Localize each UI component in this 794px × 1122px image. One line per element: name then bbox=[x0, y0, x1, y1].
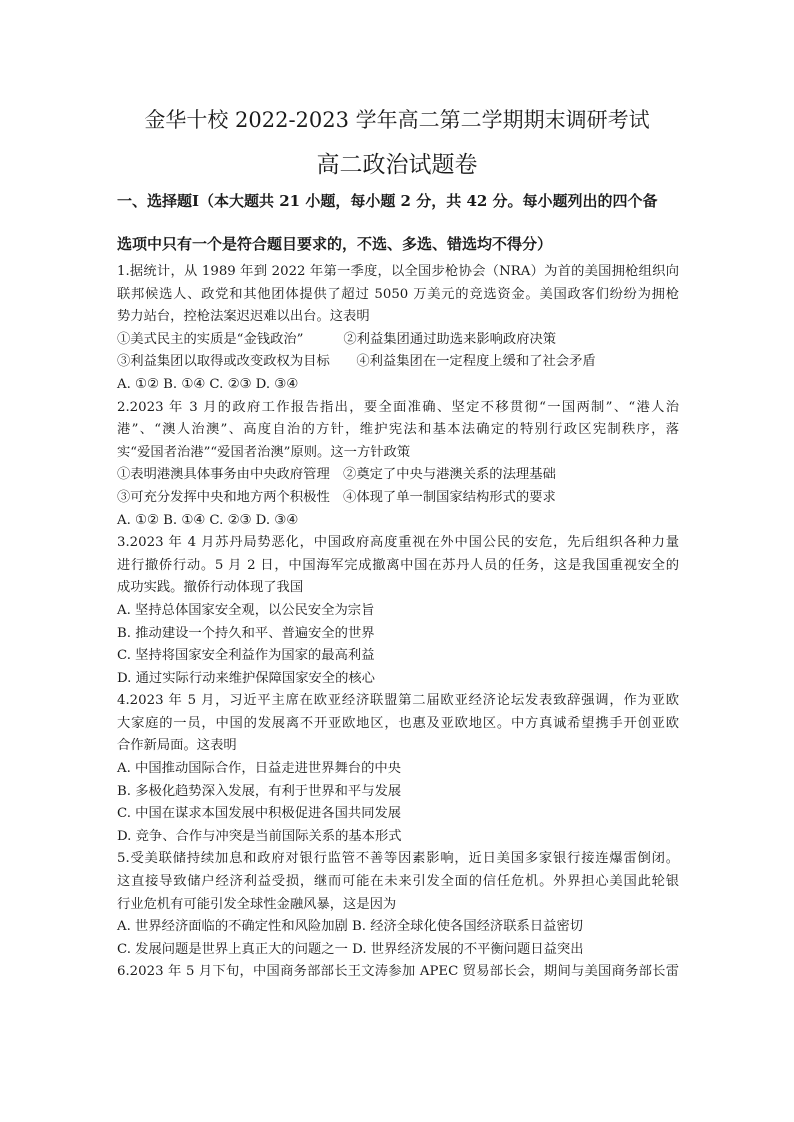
question-5-option-cd: C. 发展问题是世界上真正大的问题之一 D. 世界经济发展的不平衡问题日益突出 bbox=[117, 941, 584, 957]
question-6-stem-line: 6.2023 年 5 月下旬，中国商务部部长王文涛参加 APEC 贸易部长会，期间与美国商务部长雷 bbox=[117, 964, 679, 980]
section-heading-line-2: 选项中只有一个是符合题目要求的，不选、多选、错选均不得分） bbox=[117, 235, 553, 253]
question-2-stem-line: 2.2023 年 3 月的政府工作报告指出，要全面准确、坚定不移贯彻“一国两制”、“港人治 bbox=[117, 399, 679, 415]
question-4-stem-line: 合作新局面。这表明 bbox=[117, 738, 237, 754]
question-4-option-b: B. 多极化趋势深入发展，有利于世界和平与发展 bbox=[117, 783, 402, 799]
question-5-stem-line: 这直接导致储户经济利益受损，继而可能在未来引发全面的信任危机。外界担心美国此轮银 bbox=[117, 874, 679, 890]
question-1-answer-choices: A. ①② B. ①④ C. ②③ D. ③④ bbox=[117, 376, 299, 392]
question-3 bbox=[117, 532, 679, 690]
question-3-option-d: D. 通过实际行动来维护保障国家安全的核心 bbox=[117, 670, 375, 686]
question-4 bbox=[117, 690, 679, 848]
exam-title: 金华十校 2022-2023 学年高二第二学期期末调研考试 bbox=[144, 108, 650, 132]
question-3-stem-line: 成功实践。撤侨行动体现了我国 bbox=[117, 580, 304, 596]
question-5-option-ab: A. 世界经济面临的不确定性和风险加剧 B. 经济全球化使各国经济联系日益密切 bbox=[117, 919, 584, 935]
question-4-stem-line: 4.2023 年 5 月，习近平主席在欧亚经济联盟第二届欧亚经济论坛发表致辞强调，作为亚欧 bbox=[117, 693, 679, 709]
question-2-stem-line: 港”、“澳人治澳”、高度自治的方针，维护宪法和基本法确定的特别行政区宪制秩序，落 bbox=[117, 422, 679, 438]
question-3-option-b: B. 推动建设一个持久和平、普遍安全的世界 bbox=[117, 625, 375, 641]
question-1-stem-line: 联邦候选人、政党和其他团体提供了超过 5050 万美元的竞选资金。美国政客们纷纷为拥枪 bbox=[117, 286, 679, 302]
question-5-stem-line: 行业危机有可能引发全球性金融风暴，这是因为 bbox=[117, 896, 397, 912]
question-2-answer-choices: A. ①② B. ①④ C. ②③ D. ③④ bbox=[117, 512, 299, 528]
question-6 bbox=[117, 961, 679, 984]
question-2 bbox=[117, 397, 679, 533]
question-5-stem-line: 5.受美联储持续加息和政府对银行监管不善等因素影响，近日美国多家银行接连爆雷倒闭。 bbox=[117, 851, 679, 867]
question-list bbox=[117, 261, 679, 984]
question-3-option-c: C. 坚持将国家安全利益作为国家的最高利益 bbox=[117, 648, 375, 664]
question-3-stem-line: 3.2023 年 4 月苏丹局势恶化，中国政府高度重视在外中国公民的安危，先后组织各种力量 bbox=[117, 535, 679, 551]
question-1-option-line: ①美式民主的实质是“金钱政治” ②利益集团通过助选来影响政府决策 bbox=[117, 331, 557, 347]
question-2-option-line: ③可充分发挥中央和地方两个积极性 ④体现了单一制国家结构形式的要求 bbox=[117, 489, 556, 505]
section-heading-line-1: 一、选择题Ⅰ（本大题共 21 小题，每小题 2 分，共 42 分。每小题列出的四个备 bbox=[117, 192, 658, 210]
question-5 bbox=[117, 848, 679, 961]
question-1 bbox=[117, 261, 679, 397]
question-3-option-a: A. 坚持总体国家安全观，以公民安全为宗旨 bbox=[117, 602, 375, 618]
question-2-option-line: ①表明港澳具体事务由中央政府管理 ②奠定了中央与港澳关系的法理基础 bbox=[117, 467, 556, 483]
question-1-stem-line: 1.据统计，从 1989 年到 2022 年第一季度，以全国步枪协会（NRA）为首的美国拥枪组织向 bbox=[117, 264, 679, 279]
question-4-stem-line: 大家庭的一员，中国的发展离不开亚欧地区，也惠及亚欧地区。中方真诚希望携手开创亚欧 bbox=[117, 715, 679, 731]
question-3-stem-line: 进行撤侨行动。5 月 2 日，中国海军完成撤离中国在苏丹人员的任务，这是我国重视安全的 bbox=[117, 557, 679, 573]
question-1-stem-line: 势力站台，控枪法案迟迟难以出台。这表明 bbox=[117, 309, 370, 325]
question-4-option-a: A. 中国推动国际合作，日益走进世界舞台的中央 bbox=[117, 761, 401, 777]
question-1-option-line: ③利益集团以取得或改变政权为目标 ④利益集团在一定程度上缓和了社会矛盾 bbox=[117, 354, 596, 370]
question-4-option-d: D. 竞争、合作与冲突是当前国际关系的基本形式 bbox=[117, 828, 402, 844]
question-4-option-c: C. 中国在谋求本国发展中积极促进各国共同发展 bbox=[117, 806, 402, 822]
exam-subtitle: 高二政治试题卷 bbox=[316, 152, 478, 178]
question-2-stem-line: 实“爱国者治港”“爱国者治澳”原则。这一方针政策 bbox=[117, 444, 411, 460]
